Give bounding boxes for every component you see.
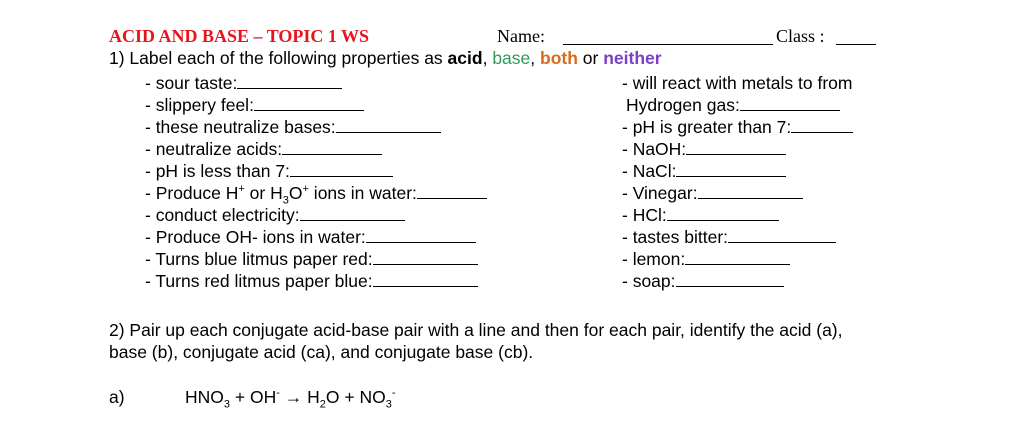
- superscript: +: [238, 183, 245, 196]
- item-text: or H: [244, 183, 283, 203]
- list-item: [622, 73, 852, 94]
- item-label: - sour taste:: [145, 73, 238, 93]
- q1-or: or: [577, 48, 604, 68]
- answer-blank[interactable]: [698, 183, 803, 199]
- name-blank[interactable]: [563, 44, 773, 45]
- item-label: - HCl:: [622, 205, 667, 225]
- answer-blank[interactable]: [237, 73, 342, 89]
- subscript: 3: [282, 194, 289, 207]
- word-both: both: [540, 48, 578, 68]
- item-label: - NaOH:: [622, 139, 687, 159]
- equation: [185, 387, 396, 411]
- name-label: Name:: [497, 26, 545, 46]
- word-acid: acid: [447, 48, 483, 68]
- answer-blank[interactable]: [667, 205, 779, 221]
- list-item: [145, 73, 342, 94]
- answer-blank[interactable]: [282, 139, 382, 155]
- item-label: - pH is less than 7:: [145, 161, 290, 181]
- list-item: [622, 271, 784, 292]
- item-label: - neutralize acids:: [145, 139, 283, 159]
- question-1-prompt: [109, 48, 662, 69]
- list-item: [145, 227, 476, 248]
- item-label: - Vinegar:: [622, 183, 698, 203]
- list-item: [145, 249, 478, 270]
- answer-blank[interactable]: [686, 139, 786, 155]
- eq-text: HNO: [185, 387, 224, 407]
- equation-label: a): [109, 387, 125, 407]
- question-2-prompt-line-2: base (b), conjugate acid (ca), and conjugate base (cb).: [109, 342, 534, 362]
- item-label: - slippery feel:: [145, 95, 254, 115]
- answer-blank[interactable]: [740, 95, 840, 111]
- list-item: [626, 95, 840, 116]
- item-label: Hydrogen gas:: [626, 95, 740, 115]
- list-item: [145, 117, 441, 138]
- list-item: [145, 271, 478, 292]
- answer-blank[interactable]: [290, 161, 393, 177]
- list-item: [622, 139, 786, 160]
- question-2-prompt-line-1: 2) Pair up each conjugate acid-base pair with a line and then for each pair, identify the acid (a),: [109, 320, 843, 340]
- item-text: O: [288, 183, 303, 203]
- class-blank[interactable]: [836, 44, 876, 45]
- answer-blank[interactable]: [676, 161, 786, 177]
- superscript: -: [276, 387, 280, 400]
- item-label: - will react with metals to from: [622, 73, 853, 93]
- item-label: - lemon:: [622, 249, 686, 269]
- answer-blank[interactable]: [300, 205, 405, 221]
- answer-blank[interactable]: [676, 271, 784, 287]
- item-label: - Produce H: [145, 183, 239, 203]
- eq-text: → H: [279, 387, 320, 407]
- worksheet-title: ACID AND BASE – TOPIC 1 WS: [109, 26, 370, 46]
- item-label: - Turns blue litmus paper red:: [145, 249, 373, 269]
- answer-blank[interactable]: [366, 227, 476, 243]
- class-label: Class :: [776, 26, 825, 46]
- answer-blank[interactable]: [373, 249, 478, 265]
- list-item: [145, 161, 393, 182]
- item-label: - soap:: [622, 271, 676, 291]
- answer-blank[interactable]: [685, 249, 790, 265]
- answer-blank[interactable]: [336, 117, 441, 133]
- item-label: - pH is greater than 7:: [622, 117, 792, 137]
- list-item: [622, 249, 790, 270]
- list-item: [145, 95, 364, 116]
- subscript: 2: [319, 398, 326, 411]
- item-label: - tastes bitter:: [622, 227, 729, 247]
- answer-blank[interactable]: [373, 271, 478, 287]
- list-item: [622, 117, 853, 138]
- eq-text: O + NO: [325, 387, 386, 407]
- list-item: [622, 205, 779, 226]
- answer-blank[interactable]: [791, 117, 853, 133]
- answer-blank[interactable]: [254, 95, 364, 111]
- item-text: ions in water:: [308, 183, 417, 203]
- item-label: - Turns red litmus paper blue:: [145, 271, 373, 291]
- answer-blank[interactable]: [728, 227, 836, 243]
- list-item: [145, 183, 487, 207]
- q1-sep: ,: [482, 48, 493, 68]
- eq-text: + OH: [230, 387, 277, 407]
- list-item: [145, 139, 382, 160]
- q1-sep: ,: [530, 48, 540, 68]
- list-item: [622, 161, 786, 182]
- list-item: [622, 183, 803, 204]
- superscript: +: [302, 183, 309, 196]
- q1-prefix: 1) Label each of the following properties as: [109, 48, 448, 68]
- subscript: 3: [223, 398, 231, 411]
- word-neither: neither: [603, 48, 662, 68]
- item-label: - NaCl:: [622, 161, 677, 181]
- item-label: - conduct electricity:: [145, 205, 300, 225]
- list-item: [145, 205, 405, 226]
- item-label: - Produce OH- ions in water:: [145, 227, 366, 247]
- word-base: base: [492, 48, 531, 68]
- list-item: [622, 227, 836, 248]
- subscript: 3: [385, 398, 392, 411]
- item-label: - these neutralize bases:: [145, 117, 336, 137]
- answer-blank[interactable]: [417, 183, 487, 199]
- superscript: -: [391, 387, 396, 400]
